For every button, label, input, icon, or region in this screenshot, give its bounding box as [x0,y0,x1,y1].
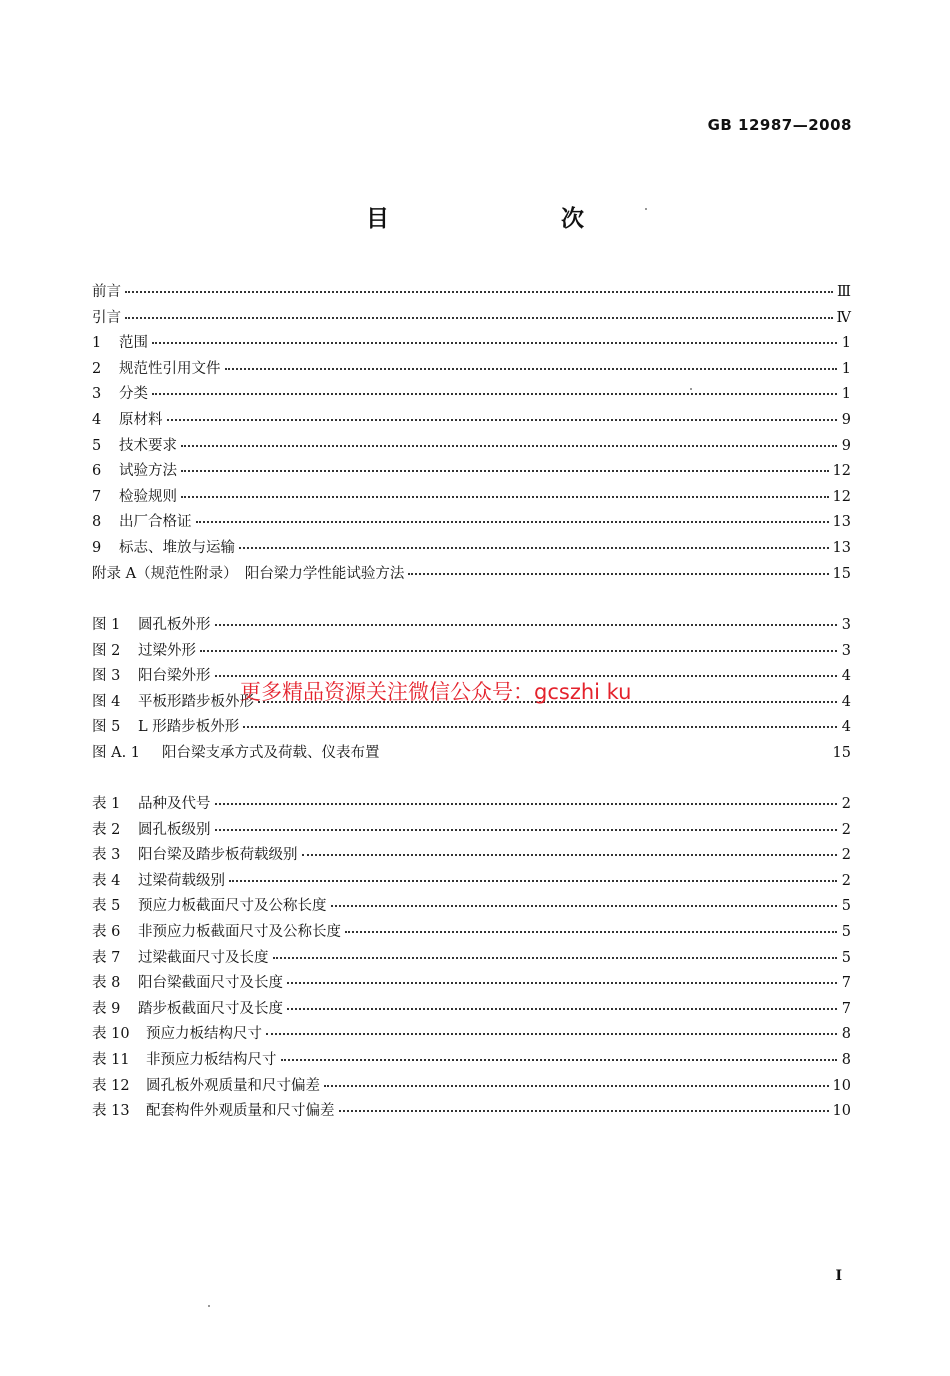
standard-code: GB 12987—2008 [707,116,852,134]
toc-entry: 表 6 非预应力板截面尺寸及公称长度 5 [92,923,851,940]
toc-entry: 表 3 阳台梁及踏步板荷载级别 2 [92,847,851,864]
toc-entry: 6 试验方法 12 [92,463,851,480]
scan-speck [690,388,692,390]
toc-entry: 图 2 过梁外形 3 [92,642,851,659]
toc-entry: 4 原材料 9 [92,411,851,428]
toc-entry: 7 检验规则 12 [92,488,851,505]
toc-entry: 表 2 圆孔板级别 2 [92,821,851,838]
toc-entry: 9 标志、堆放与运输 13 [92,539,851,556]
toc-sections [92,280,851,587]
scan-speck [645,208,647,210]
watermark-text: 更多精品资源关注微信公众号：gcszhi ku [240,680,632,704]
toc-entry: 附录 A（规范性附录） 阳台梁力学性能试验方法 15 [92,565,851,582]
toc-entry: 表 8 阳台梁截面尺寸及长度 7 [92,975,851,992]
toc-entry: 表 13 配套构件外观质量和尺寸偏差 10 [92,1103,851,1120]
toc-entry: 表 9 踏步板截面尺寸及长度 7 [92,1000,851,1017]
toc-title: 目 次 [366,205,626,232]
toc-entry: 图 5 L 形踏步板外形 4 [92,719,851,736]
toc-entry: 表 12 圆孔板外观质量和尺寸偏差 10 [92,1077,851,1094]
toc-entry: 引言 Ⅳ [92,309,851,326]
toc-entry: 图 A. 1 阳台梁支承方式及荷载、仪表布置 15 [92,744,851,761]
scan-speck [208,1305,210,1307]
toc-entry: 表 4 过梁荷载级别 2 [92,872,851,889]
toc-entry: 表 7 过梁截面尺寸及长度 5 [92,949,851,966]
page-number: I [835,1268,842,1284]
toc-entry: 3 分类 1 [92,386,851,403]
toc-entry: 图 4 平板形踏步板外形 4 [92,693,851,710]
toc-entry: 表 5 预应力板截面尺寸及公称长度 5 [92,898,851,915]
toc-tables [92,792,851,1125]
toc-entry: 2 规范性引用文件 1 [92,360,851,377]
toc-entry: 前言 Ⅲ [92,284,851,300]
toc-entry: 表 11 非预应力板结构尺寸 8 [92,1051,851,1068]
toc-entry: 8 出厂合格证 13 [92,514,851,531]
toc-entry: 表 10 预应力板结构尺寸 8 [92,1026,851,1043]
toc-entry: 1 范围 1 [92,335,851,352]
toc-entry: 图 3 阳台梁外形 4 [92,668,851,685]
toc-entry: 5 技术要求 9 [92,437,851,454]
toc-entry: 表 1 品种及代号 2 [92,796,851,812]
toc-entry: 图 1 圆孔板外形 3 [92,617,851,633]
